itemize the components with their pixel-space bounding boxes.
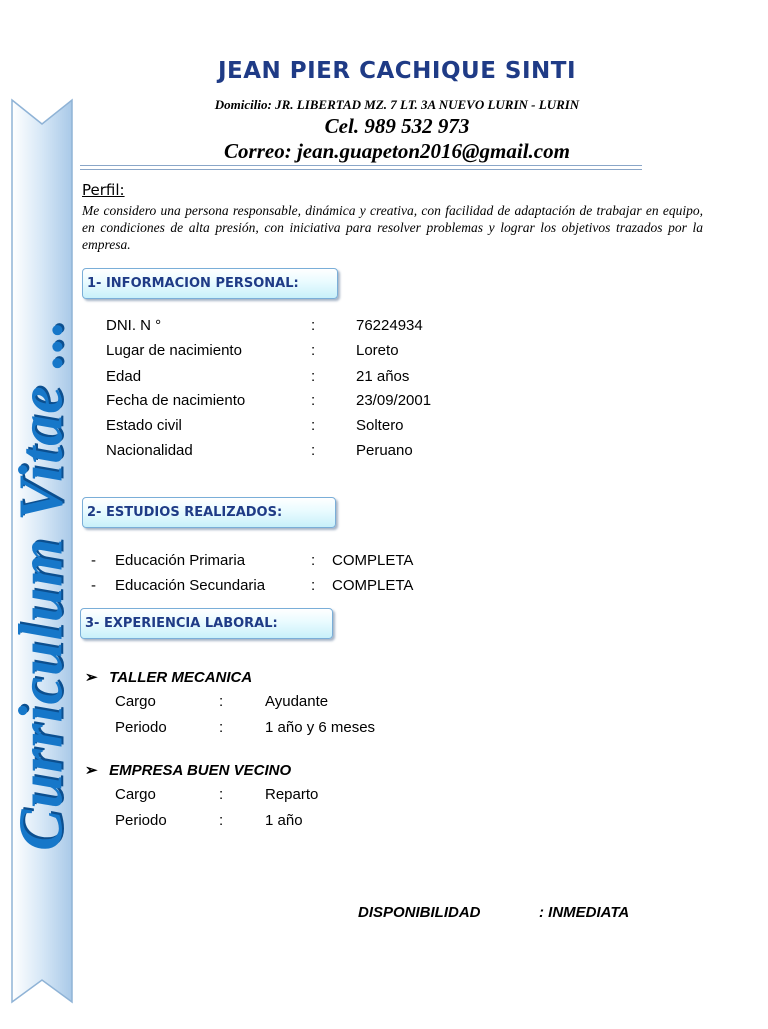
- study-value: COMPLETA: [332, 577, 414, 594]
- side-banner: [0, 0, 90, 1024]
- info-separator: :: [311, 442, 316, 459]
- study-separator: :: [311, 577, 316, 594]
- info-value: Soltero: [356, 417, 404, 434]
- section-personal-info: [82, 268, 338, 299]
- arrow-bullet-icon: ➢: [85, 669, 98, 686]
- job-field-separator: :: [219, 693, 224, 710]
- job-field-separator: :: [219, 812, 224, 829]
- info-separator: :: [311, 417, 316, 434]
- job-field-separator: :: [219, 719, 224, 736]
- job-field-value: 1 año: [265, 812, 303, 829]
- info-separator: :: [311, 368, 316, 385]
- section-studies-title: 2- ESTUDIOS REALIZADOS:: [87, 505, 283, 520]
- info-label: Nacionalidad: [106, 442, 193, 459]
- job-field-separator: :: [219, 786, 224, 803]
- info-label: Lugar de nacimiento: [106, 342, 242, 359]
- info-value: 23/09/2001: [356, 392, 432, 409]
- banner-title: Curriculum Vitae ...: [7, 319, 76, 851]
- candidate-name: JEAN PIER CACHIQUE SINTI: [217, 58, 577, 84]
- job-field-label: Cargo: [115, 786, 156, 803]
- info-label: Edad: [106, 368, 142, 385]
- email-line: Correo: jean.guapeton2016@gmail.com: [224, 139, 570, 163]
- section-experience: [80, 608, 333, 639]
- section-personal-info-title: 1- INFORMACION PERSONAL:: [87, 276, 299, 291]
- info-value: 21 años: [356, 368, 410, 385]
- info-separator: :: [311, 342, 316, 359]
- job-company: EMPRESA BUEN VECINO: [109, 762, 292, 779]
- info-separator: :: [311, 317, 316, 334]
- list-dash: -: [91, 552, 96, 569]
- job-item-empresa: [85, 761, 291, 779]
- availability-label: DISPONIBILIDAD: [358, 904, 481, 921]
- job-field-value: 1 año y 6 meses: [265, 719, 376, 736]
- job-field-value: Reparto: [265, 786, 319, 803]
- perfil-heading: Perfil:: [82, 181, 125, 199]
- perfil-text: Me considero una persona responsable, dinámica y creativa, con facilidad de adaptación de trabajar en equipo, en condiciones de alta presión, con iniciativa para resolver problemas y lograr los objetivos trazados por la empresa.: [82, 203, 703, 252]
- info-label: Fecha de nacimiento: [106, 392, 246, 409]
- phone-line: Cel. 989 532 973: [324, 114, 470, 138]
- list-dash: -: [91, 577, 96, 594]
- job-field-label: Periodo: [115, 812, 167, 829]
- job-field-value: Ayudante: [265, 693, 329, 710]
- header-rule-bottom: [80, 169, 642, 170]
- study-label: Educación Secundaria: [115, 577, 266, 594]
- address-line: Domicilio: JR. LIBERTAD MZ. 7 LT. 3A NUEVO LURIN - LURIN: [214, 97, 580, 112]
- availability-value: : INMEDIATA: [539, 904, 630, 921]
- job-item-taller: [85, 668, 252, 686]
- info-label: DNI. N °: [106, 317, 162, 334]
- section-experience-title: 3- EXPERIENCIA LABORAL:: [85, 616, 278, 631]
- job-field-label: Cargo: [115, 693, 156, 710]
- study-value: COMPLETA: [332, 552, 414, 569]
- study-separator: :: [311, 552, 316, 569]
- info-value: Loreto: [356, 342, 399, 359]
- section-studies: [82, 497, 336, 528]
- job-company: TALLER MECANICA: [109, 669, 253, 686]
- header-rule-top: [80, 165, 642, 166]
- info-value: Peruano: [356, 442, 413, 459]
- arrow-bullet-icon: ➢: [85, 762, 98, 779]
- info-separator: :: [311, 392, 316, 409]
- job-field-label: Periodo: [115, 719, 167, 736]
- info-value: 76224934: [356, 317, 423, 334]
- info-label: Estado civil: [106, 417, 182, 434]
- study-label: Educación Primaria: [115, 552, 246, 569]
